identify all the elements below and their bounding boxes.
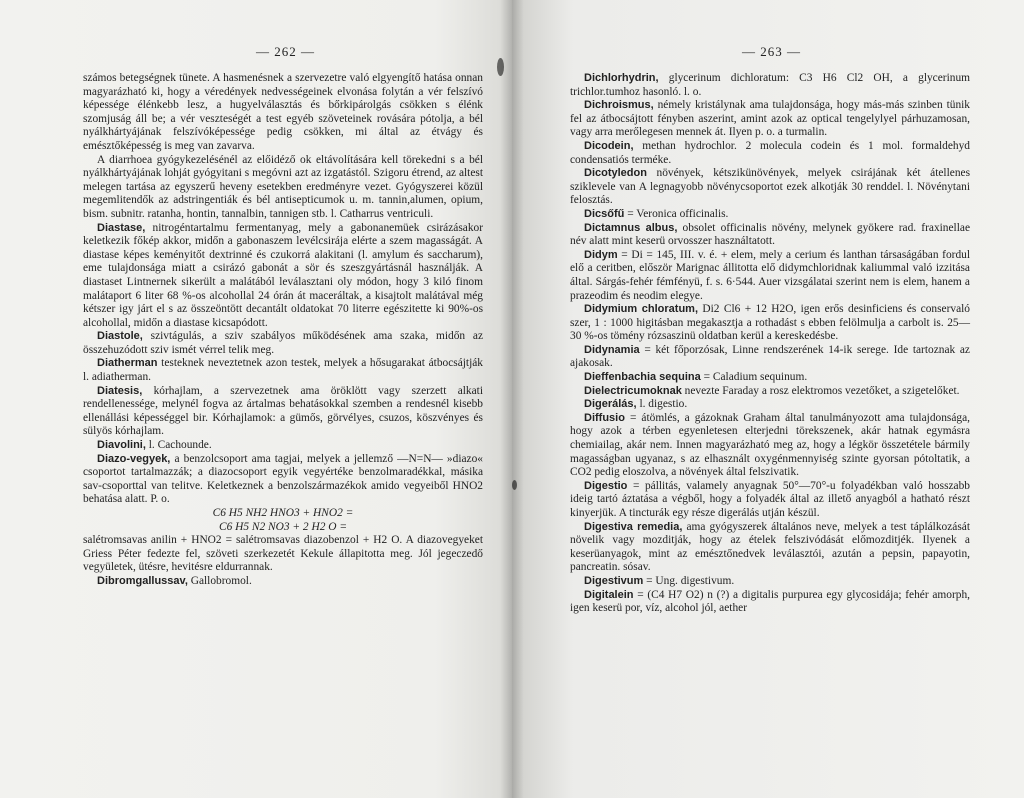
text-column (570, 72, 970, 616)
dictionary-entry (570, 521, 970, 575)
entry-term: Dicsőfű (584, 207, 625, 220)
entry-term: Digestivum (584, 574, 644, 587)
entry-definition: kórhajlam, a szervezetnek ama öröklött vagy szerzett alkati rendellenessége, melynél fogva az ártalmas behatásokkal szemben a rendesnél kisebb ellenállási képességgel bir. Kórhajlamok: a gümős, görvélyes, csuzos, köszvényes és sülyös kórhajlam. (83, 384, 483, 438)
entry-definition: = két főporzósak, Linne rendszerének 14-ik serege. Ide tartoznak az ajakosak. (570, 343, 970, 370)
dictionary-entry (83, 357, 483, 384)
entry-term: Digitalein (584, 588, 634, 601)
dictionary-entry (83, 575, 483, 589)
entry-definition: nevezte Faraday a rosz elektromos vezetőket, a szigetelőket. (681, 384, 960, 397)
entry-term: Dictamnus albus, (584, 221, 678, 234)
dictionary-entry (570, 222, 970, 249)
dictionary-entry (570, 344, 970, 371)
entry-definition: ama gyógyszerek általános neve, melyek a test táplálkozását növelik vagy mozditják, hogy az ételek felszivódását előmozditjék. Ilyenek a keserüanyagok, mint az emésztőnedvek leválasztói, azután a pepsin, papayotin, pancreatin. sósav. (570, 520, 970, 574)
chemical-formula: C6 H5 NH2 HNO3 + HNO2 = (212, 507, 354, 519)
entry-term: Dicodein, (584, 139, 634, 152)
entry-definition: l. digestio. (636, 398, 688, 411)
entry-term: Dieffenbachia sequina (584, 371, 701, 384)
body-paragraph: salétromsavas anilin + HNO2 = salétromsavas diazobenzol + H2 O. A diazovegyeket Griess Péter fedezte fel, szöveti szerkezetét Kekule állapitotta meg. Jól jegeczedő vegyületek, ütésre, hevitésre eldurrannak. (83, 534, 483, 574)
entry-definition: növények, kétszikünövények, melyek csirájának két átellenes sziklevele van A legnagyobb növénycsoportot ezek alkotják 30 renddel. l. Növénytani felosztás. (570, 167, 970, 207)
dictionary-entry (570, 72, 970, 99)
entry-term: Diavolini, (97, 439, 146, 452)
dictionary-entry (83, 222, 483, 331)
dictionary-entry (83, 385, 483, 439)
dictionary-entry (570, 412, 970, 480)
right-page (512, 0, 1024, 798)
text-column (83, 72, 483, 589)
book-gutter (500, 0, 524, 798)
entry-term: Diatherman (97, 357, 158, 370)
entry-term: Diatesis, (97, 384, 143, 397)
entry-definition: némely kristálynak ama tulajdonsága, hogy más-más szinben tünik fel az átbocsájtott fényben aszerint, amint azok az optical tengelylyel párhuzamosan, vagy arra merőlegesen mennek át. Ilyen p. o. a turmalin. (570, 99, 970, 139)
entry-term: Dicotyledon (584, 167, 647, 180)
entry-term: Diastole, (97, 330, 143, 343)
entry-definition: = (C4 H7 O2) n (?) a digitalis purpurea egy glycosidája; fehér amorph, igen keserü por, víz, alcohol jól, aether (570, 588, 970, 615)
dictionary-entry (570, 371, 970, 385)
dictionary-entry (83, 439, 483, 453)
dictionary-entry (83, 330, 483, 357)
page-number: — 263 — (742, 44, 801, 59)
entry-definition: Di2 Cl6 + 12 H2O, igen erős desinficiens és conservaló szer, 1 : 1000 higitásban megakasztja a rothadást s ebben felölmulja a carbolt is. 25—30 %-os tömény rózsaszinü oldatban kerül a kereskedésbe. (570, 303, 970, 343)
body-paragraph: számos betegségnek tünete. A hasmenésnek a szervezetre való elgyengítő hatása onnan magyarázható ki, hogy a véredények nedvességeinek elvonása folytán a vér felszívó képessége élénkebb lesz, a hugyelválasztás és bőrkipárolgás csökken s élénk szomjuság áll be; a vér veszteségét a test egyéb szöveteinek rovására pótolja, a bél nyálkhártyájának felszívóképessége pedig csökken, mi által az étvágy és emésztőképesség is meg van zavarva. (83, 72, 483, 152)
entry-definition: methan hydrochlor. 2 molecula codein és 1 mol. formaldehyd condensatiós terméke. (570, 139, 970, 166)
dictionary-entry (570, 480, 970, 521)
dictionary-entry (570, 398, 970, 412)
dictionary-entry (83, 453, 483, 507)
dictionary-entry (570, 167, 970, 208)
chemical-formula: C6 H5 N2 NO3 + 2 H2 O = (218, 520, 348, 533)
page-number: — 262 — (256, 44, 315, 59)
entry-definition: = átömlés, a gázoknak Graham által tanulmányozott ama tulajdonsága, hogy azok a térben egyenletesen elterjedni törekszenek, akár hatnak egymásra chemiailag, akár nem. Innen magyarázható meg az, hogy a légkör összetétele bármily magasságban ugyanaz, s az elhasznált oxygénmennyiség szinte gyorsan pótoltatik, a CO2 pedig eloszolva, a növények által felszivatik. (570, 411, 970, 479)
dictionary-entry (570, 589, 970, 616)
entry-definition: = Ung. digestivum. (643, 574, 735, 587)
entry-definition: = pállitás, valamely anyagnak 50°—70°-u folyadékban való hosszabb ideig tartó áztatása a végből, hogy a folyadék által az illető anyagból a hatható részt kinyerjük. A tincturák egy része digerálás utján készül. (570, 479, 970, 519)
dictionary-entry (570, 575, 970, 589)
entry-term: Digestiva remedia, (584, 520, 683, 533)
dictionary-entry (570, 303, 970, 344)
entry-term: Dichlorhydrin, (584, 72, 659, 84)
body-paragraph: A diarrhoea gyógykezelésénél az előidéző ok eltávolítására kell törekedni s a bél nyálkhártyájának lohját gyógyitani s megóvni azt az izgatástól. Szigoru étrend, az altest melegen tartása az egyszerű heveny esetekben eredményre vezet. Gyógyszerei közül megemlitendők az adstringentiák és bél antisepticumok u. m. tannin,alumen, opium, bism. subnitr. ratanha, hontin, tannalbin, tannigen stb. l. Catharrus ventriculi. (83, 153, 483, 220)
entry-term: Digestio (584, 479, 628, 492)
entry-term: Digerálás, (584, 398, 637, 411)
dictionary-entry (570, 140, 970, 167)
entry-term: Didynamia (584, 343, 640, 356)
entry-definition: a benzolcsoport ama tagjai, melyek a jellemző —N=N— »diazo« csoportot tartalmazzák; a diazocsoport egyik vegyértéke benzolmaradékkal, másika sav-csoporttal van telitve. Keletkeznek a benzolszármazékok amido vegyeiből HNO2 behatása alatt. P. o. (83, 452, 483, 506)
entry-definition: testeknek neveztetnek azon testek, melyek a hősugarakat átbocsájtják l. adiatherman. (83, 357, 483, 384)
entry-definition: glycerinum dichloratum: C3 H6 Cl2 OH, a glycerinum trichlor.tumhoz hasonló. l. o. (570, 72, 970, 98)
dictionary-entry (570, 99, 970, 140)
entry-term: Diazo-vegyek, (97, 452, 171, 465)
entry-term: Dichroismus, (584, 99, 654, 112)
dictionary-entry (570, 208, 970, 222)
entry-definition: obsolet officinalis növény, melynek gyökere rad. fraxinellae név alatt mint keserü orvosszer használtatott. (570, 221, 970, 248)
entry-definition: l. Cachounde. (145, 439, 212, 452)
entry-term: Dibromgallussav, (97, 574, 188, 587)
entry-term: Didymium chloratum, (584, 303, 698, 316)
entry-definition: = Di = 145, III. v. é. + elem, mely a cerium és lanthan társaságában fordul elő a ceritben, először Marignac állitotta elő didymchloridnak kaliummal való izzitása által. Sárgás-fehér fémfényü, f. s. 6·544. Auer vizsgálatai szerint nem is elem, hanem a prazeodim és neodim elegye. (570, 248, 970, 302)
entry-term: Diastase, (97, 221, 146, 234)
entry-definition: = Caladium sequinum. (700, 371, 808, 384)
entry-term: Dielectricumoknak (584, 384, 682, 397)
dictionary-entry (570, 385, 970, 399)
entry-definition: nitrogéntartalmu fermentanyag, mely a gabonanemüek csirázásakor keletkezik főkép akkor, midőn a gabonaszem levélcsirája elérte a szem magasságát. A diastase képes keményitőt dextrinné és czukorrá alakitani (l. amylum és saccharum), eme tulajdonsága miatt a csirázó gabonát a sör és szeszgyártásnál használják. A diastaset Lintnernek sikerült a malátából leválasztani oly módon, hogy 3 kiló finom malátaport 6 liter 68 %-os alcohollal 24 órán át maceráltak, a kisajtolt malátával még kétszer igy járt el s az összeöntött decantált oldatokat 70 literre egészitette ki 90%-os alcohollal, midőn a diastase kicsapódott. (83, 221, 483, 329)
entry-definition: = Veronica officinalis. (624, 207, 729, 220)
entry-definition: Gallobromol. (187, 574, 252, 587)
entry-term: Didym (584, 248, 618, 261)
entry-term: Diffusio (584, 411, 625, 424)
entry-definition: szivtágulás, a sziv szabályos működésének ama szaka, midőn az összehuzódott sziv ismét vérrel telik meg. (83, 330, 483, 356)
dictionary-entry (570, 249, 970, 303)
